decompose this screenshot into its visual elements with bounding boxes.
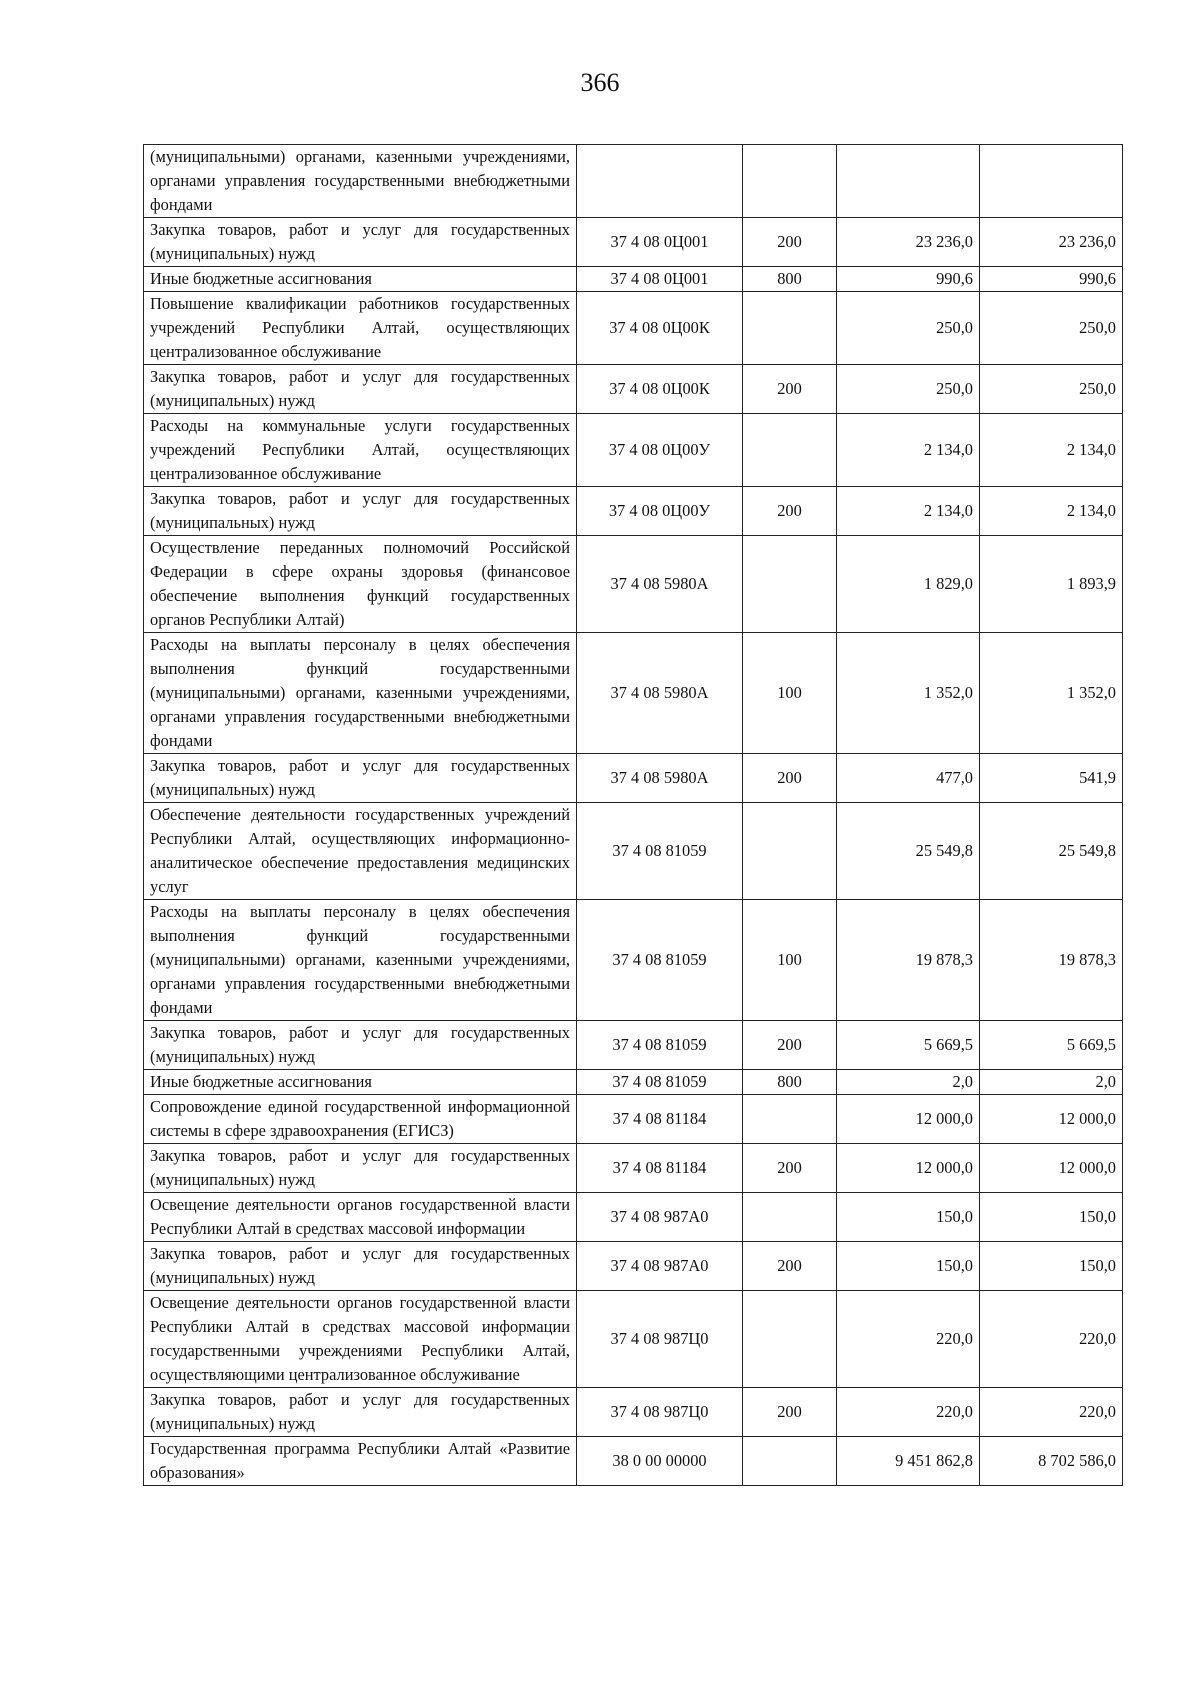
row-code-cell: 38 0 00 00000 xyxy=(577,1437,743,1486)
row-amount-2-cell: 2 134,0 xyxy=(980,414,1123,487)
row-code-cell: 37 4 08 81059 xyxy=(577,1070,743,1095)
row-code-cell: 37 4 08 987Ц0 xyxy=(577,1388,743,1437)
row-amount-2-cell: 12 000,0 xyxy=(980,1095,1123,1144)
row-code-cell: 37 4 08 81059 xyxy=(577,900,743,1021)
row-name-cell: Расходы на выплаты персоналу в целях обеспечения выполнения функций государственными (муниципальными) органами, казенными учреждениями, органами управления государственными внебюджетными фондами xyxy=(144,900,577,1021)
row-amount-1-cell: 250,0 xyxy=(837,292,980,365)
table-row xyxy=(144,1144,1123,1193)
table-row xyxy=(144,754,1123,803)
row-code-cell xyxy=(577,145,743,218)
table-row xyxy=(144,414,1123,487)
row-amount-1-cell: 250,0 xyxy=(837,365,980,414)
row-expense-type-cell xyxy=(743,292,837,365)
table-row xyxy=(144,1193,1123,1242)
row-code-cell: 37 4 08 987А0 xyxy=(577,1242,743,1291)
table-row xyxy=(144,487,1123,536)
row-amount-1-cell: 2 134,0 xyxy=(837,414,980,487)
row-code-cell: 37 4 08 987Ц0 xyxy=(577,1291,743,1388)
row-expense-type-cell xyxy=(743,536,837,633)
row-amount-1-cell: 2 134,0 xyxy=(837,487,980,536)
table-row xyxy=(144,292,1123,365)
row-amount-1-cell: 477,0 xyxy=(837,754,980,803)
row-code-cell: 37 4 08 0Ц00У xyxy=(577,414,743,487)
row-amount-1-cell: 19 878,3 xyxy=(837,900,980,1021)
row-amount-2-cell: 990,6 xyxy=(980,267,1123,292)
row-name-cell: Сопровождение единой государственной информационной системы в сфере здравоохранения (ЕГИСЗ) xyxy=(144,1095,577,1144)
row-amount-2-cell: 541,9 xyxy=(980,754,1123,803)
row-amount-2-cell: 2,0 xyxy=(980,1070,1123,1095)
row-amount-2-cell: 220,0 xyxy=(980,1291,1123,1388)
row-expense-type-cell: 200 xyxy=(743,487,837,536)
row-expense-type-cell: 200 xyxy=(743,1144,837,1193)
row-expense-type-cell xyxy=(743,1291,837,1388)
row-amount-1-cell: 220,0 xyxy=(837,1291,980,1388)
table-row xyxy=(144,267,1123,292)
row-expense-type-cell xyxy=(743,1437,837,1486)
row-amount-2-cell: 250,0 xyxy=(980,292,1123,365)
row-name-cell: Закупка товаров, работ и услуг для государственных (муниципальных) нужд xyxy=(144,218,577,267)
row-expense-type-cell: 200 xyxy=(743,754,837,803)
row-amount-1-cell: 23 236,0 xyxy=(837,218,980,267)
row-expense-type-cell: 200 xyxy=(743,1021,837,1070)
row-name-cell: Осуществление переданных полномочий Российской Федерации в сфере охраны здоровья (финансовое обеспечение выполнения функций государственных органов Республики Алтай) xyxy=(144,536,577,633)
row-code-cell: 37 4 08 5980А xyxy=(577,633,743,754)
row-name-cell: Государственная программа Республики Алтай «Развитие образования» xyxy=(144,1437,577,1486)
table-row xyxy=(144,1070,1123,1095)
row-code-cell: 37 4 08 81059 xyxy=(577,1021,743,1070)
row-amount-1-cell: 220,0 xyxy=(837,1388,980,1437)
row-code-cell: 37 4 08 81184 xyxy=(577,1144,743,1193)
row-amount-1-cell: 12 000,0 xyxy=(837,1144,980,1193)
row-name-cell: Расходы на выплаты персоналу в целях обеспечения выполнения функций государственными (муниципальными) органами, казенными учреждениями, органами управления государственными внебюджетными фондами xyxy=(144,633,577,754)
row-amount-2-cell: 25 549,8 xyxy=(980,803,1123,900)
row-code-cell: 37 4 08 0Ц00К xyxy=(577,292,743,365)
row-name-cell: Иные бюджетные ассигнования xyxy=(144,267,577,292)
row-amount-1-cell: 1 352,0 xyxy=(837,633,980,754)
row-code-cell: 37 4 08 81059 xyxy=(577,803,743,900)
table-row xyxy=(144,1095,1123,1144)
row-expense-type-cell xyxy=(743,145,837,218)
row-name-cell: Закупка товаров, работ и услуг для государственных (муниципальных) нужд xyxy=(144,754,577,803)
row-name-cell: Закупка товаров, работ и услуг для государственных (муниципальных) нужд xyxy=(144,487,577,536)
row-name-cell: Закупка товаров, работ и услуг для государственных (муниципальных) нужд xyxy=(144,1388,577,1437)
row-code-cell: 37 4 08 0Ц00К xyxy=(577,365,743,414)
row-code-cell: 37 4 08 81184 xyxy=(577,1095,743,1144)
table-row xyxy=(144,218,1123,267)
table-row xyxy=(144,900,1123,1021)
row-expense-type-cell: 800 xyxy=(743,1070,837,1095)
row-amount-1-cell: 150,0 xyxy=(837,1242,980,1291)
row-name-cell: Освещение деятельности органов государственной власти Республики Алтай в средствах массовой информации xyxy=(144,1193,577,1242)
row-name-cell: Закупка товаров, работ и услуг для государственных (муниципальных) нужд xyxy=(144,1021,577,1070)
row-amount-2-cell: 19 878,3 xyxy=(980,900,1123,1021)
row-expense-type-cell xyxy=(743,414,837,487)
row-amount-2-cell: 23 236,0 xyxy=(980,218,1123,267)
row-name-cell: Закупка товаров, работ и услуг для государственных (муниципальных) нужд xyxy=(144,365,577,414)
row-amount-2-cell: 250,0 xyxy=(980,365,1123,414)
row-expense-type-cell xyxy=(743,1193,837,1242)
table-row xyxy=(144,365,1123,414)
row-expense-type-cell: 100 xyxy=(743,633,837,754)
row-code-cell: 37 4 08 0Ц00У xyxy=(577,487,743,536)
row-code-cell: 37 4 08 5980А xyxy=(577,536,743,633)
page-number: 366 xyxy=(580,68,620,97)
row-name-cell: Повышение квалификации работников государственных учреждений Республики Алтай, осуществляющих централизованное обслуживание xyxy=(144,292,577,365)
row-code-cell: 37 4 08 0Ц001 xyxy=(577,267,743,292)
row-amount-2-cell: 150,0 xyxy=(980,1242,1123,1291)
row-expense-type-cell xyxy=(743,1095,837,1144)
row-amount-2-cell xyxy=(980,145,1123,218)
table-row xyxy=(144,1291,1123,1388)
row-amount-2-cell: 12 000,0 xyxy=(980,1144,1123,1193)
row-amount-2-cell: 1 893,9 xyxy=(980,536,1123,633)
table-row xyxy=(144,803,1123,900)
table-row xyxy=(144,1021,1123,1070)
row-amount-2-cell: 8 702 586,0 xyxy=(980,1437,1123,1486)
row-name-cell: Закупка товаров, работ и услуг для государственных (муниципальных) нужд xyxy=(144,1242,577,1291)
row-expense-type-cell: 200 xyxy=(743,1388,837,1437)
row-amount-2-cell: 2 134,0 xyxy=(980,487,1123,536)
row-expense-type-cell: 800 xyxy=(743,267,837,292)
row-code-cell: 37 4 08 0Ц001 xyxy=(577,218,743,267)
row-amount-1-cell: 5 669,5 xyxy=(837,1021,980,1070)
row-name-cell: Освещение деятельности органов государственной власти Республики Алтай в средствах массовой информации государственными учреждениями Республики Алтай, осуществляющими централизованное обслуживание xyxy=(144,1291,577,1388)
row-amount-1-cell: 25 549,8 xyxy=(837,803,980,900)
row-name-cell: Закупка товаров, работ и услуг для государственных (муниципальных) нужд xyxy=(144,1144,577,1193)
row-amount-1-cell xyxy=(837,145,980,218)
row-expense-type-cell: 200 xyxy=(743,365,837,414)
row-amount-2-cell: 150,0 xyxy=(980,1193,1123,1242)
budget-table-body xyxy=(144,145,1123,1486)
row-name-cell: Расходы на коммунальные услуги государственных учреждений Республики Алтай, осуществляющих централизованное обслуживание xyxy=(144,414,577,487)
row-amount-1-cell: 990,6 xyxy=(837,267,980,292)
row-amount-1-cell: 2,0 xyxy=(837,1070,980,1095)
row-amount-2-cell: 220,0 xyxy=(980,1388,1123,1437)
row-amount-2-cell: 1 352,0 xyxy=(980,633,1123,754)
row-amount-1-cell: 1 829,0 xyxy=(837,536,980,633)
row-name-cell: Обеспечение деятельности государственных учреждений Республики Алтай, осуществляющих информационно-аналитическое обеспечение предоставления медицинских услуг xyxy=(144,803,577,900)
row-amount-2-cell: 5 669,5 xyxy=(980,1021,1123,1070)
table-row xyxy=(144,1388,1123,1437)
row-expense-type-cell xyxy=(743,803,837,900)
row-code-cell: 37 4 08 987А0 xyxy=(577,1193,743,1242)
row-amount-1-cell: 150,0 xyxy=(837,1193,980,1242)
row-expense-type-cell: 100 xyxy=(743,900,837,1021)
row-amount-1-cell: 9 451 862,8 xyxy=(837,1437,980,1486)
row-name-cell: (муниципальными) органами, казенными учреждениями, органами управления государственными внебюджетными фондами xyxy=(144,145,577,218)
budget-table xyxy=(143,144,1123,1486)
row-expense-type-cell: 200 xyxy=(743,1242,837,1291)
row-name-cell: Иные бюджетные ассигнования xyxy=(144,1070,577,1095)
table-row xyxy=(144,1242,1123,1291)
table-row xyxy=(144,536,1123,633)
table-row xyxy=(144,145,1123,218)
row-expense-type-cell: 200 xyxy=(743,218,837,267)
row-amount-1-cell: 12 000,0 xyxy=(837,1095,980,1144)
row-code-cell: 37 4 08 5980А xyxy=(577,754,743,803)
table-row xyxy=(144,633,1123,754)
table-row xyxy=(144,1437,1123,1486)
